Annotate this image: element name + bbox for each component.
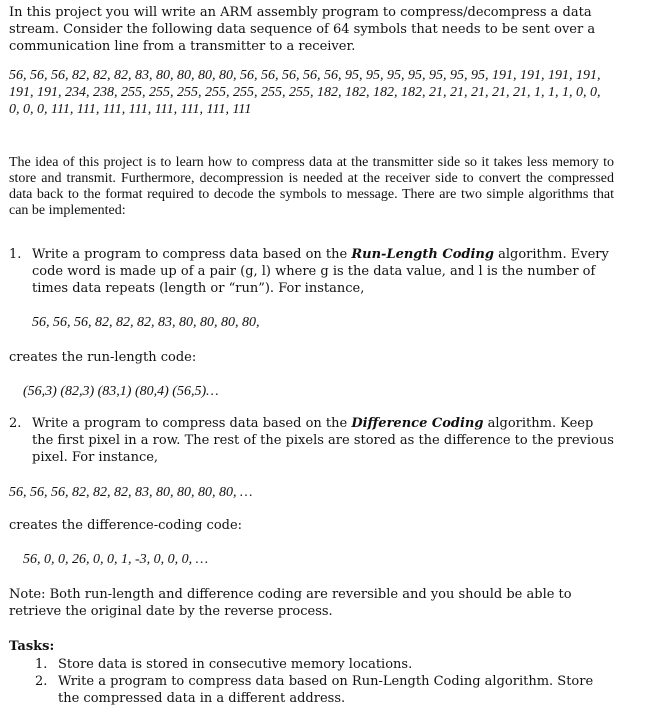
intro-paragraph: In this project you will write an ARM assembly program to compress/decompress a data stream. Consider the following data sequence of 64 symbols that needs to be sent over a communication line from a transmitter to a receiver. <box>9 5 596 54</box>
item-text-after: algorithm. Keep the first pixel in a row. The rest of the pixels are stored as the difference to the previous pixel. For instance, <box>32 416 614 465</box>
list-item-difference <box>9 415 614 466</box>
task-item <box>9 656 614 673</box>
task-text: Write a program to compress data based on Run-Length Coding algorithm. Store the compressed data in a different address. <box>58 674 594 706</box>
run-length-example-output: (56,3) (82,3) (83,1) (80,4) (56,5)… <box>23 384 219 399</box>
item-text-before: Write a program to compress data based on the <box>32 247 352 262</box>
item-text-before: Write a program to compress data based on the <box>32 416 352 431</box>
idea-paragraph: The idea of this project is to learn how to compress data at the transmitter side so it takes less memory to store and transmit. Furthermore, decompression is needed at the receiver side to convert the compressed data back to the format required to decode the symbols to message. There are two simple algorithms that can be implemented: <box>9 155 614 218</box>
task-item <box>9 673 614 707</box>
algorithm-name-run-length: Run-Length Coding <box>351 247 494 262</box>
difference-example-output: 56, 0, 0, 26, 0, 0, 1, -3, 0, 0, 0, … <box>23 552 209 567</box>
note-paragraph: Note: Both run-length and difference coding are reversible and you should be able to retrieve the original date by the reverse process. <box>9 587 572 619</box>
run-length-example-input: 56, 56, 56, 82, 82, 82, 83, 80, 80, 80, 80, <box>32 315 260 330</box>
algorithm-name-difference: Difference Coding <box>351 416 484 431</box>
list-item-run-length <box>9 246 614 297</box>
document-page <box>9 4 614 707</box>
difference-example-input: 56, 56, 56, 82, 82, 82, 83, 80, 80, 80, 80, … <box>9 485 253 500</box>
run-length-creates-label: creates the run-length code: <box>9 350 197 365</box>
data-sequence: 56, 56, 56, 82, 82, 82, 83, 80, 80, 80, 80, 56, 56, 56, 56, 56, 95, 95, 95, 95, 95, 95, 95, 191, 191, 191, 191, 191, 191, 234, 238, 255, 255, 255, 255, 255, 255, 255, 182, 182, 182, 182, 21, 21, 21, 21, 21, 1, 1, 1, 0, 0, 0, 0, 0, 111, 111, 111, 111, 111, 111, 111, 111 <box>9 68 601 117</box>
algorithm-list <box>9 246 614 568</box>
task-number: 2. <box>35 674 48 689</box>
task-text: Store data is stored in consecutive memory locations. <box>58 657 413 672</box>
difference-creates-label: creates the difference-coding code: <box>9 518 243 533</box>
list-number: 2. <box>9 416 22 431</box>
tasks-heading: Tasks: <box>9 639 55 654</box>
item-text-after: algorithm. Every code word is made up of a pair (g, l) where g is the data value, and l is the number of times data repeats (length or “run”). For instance, <box>32 247 609 296</box>
list-number: 1. <box>9 247 22 262</box>
task-number: 1. <box>35 657 48 672</box>
